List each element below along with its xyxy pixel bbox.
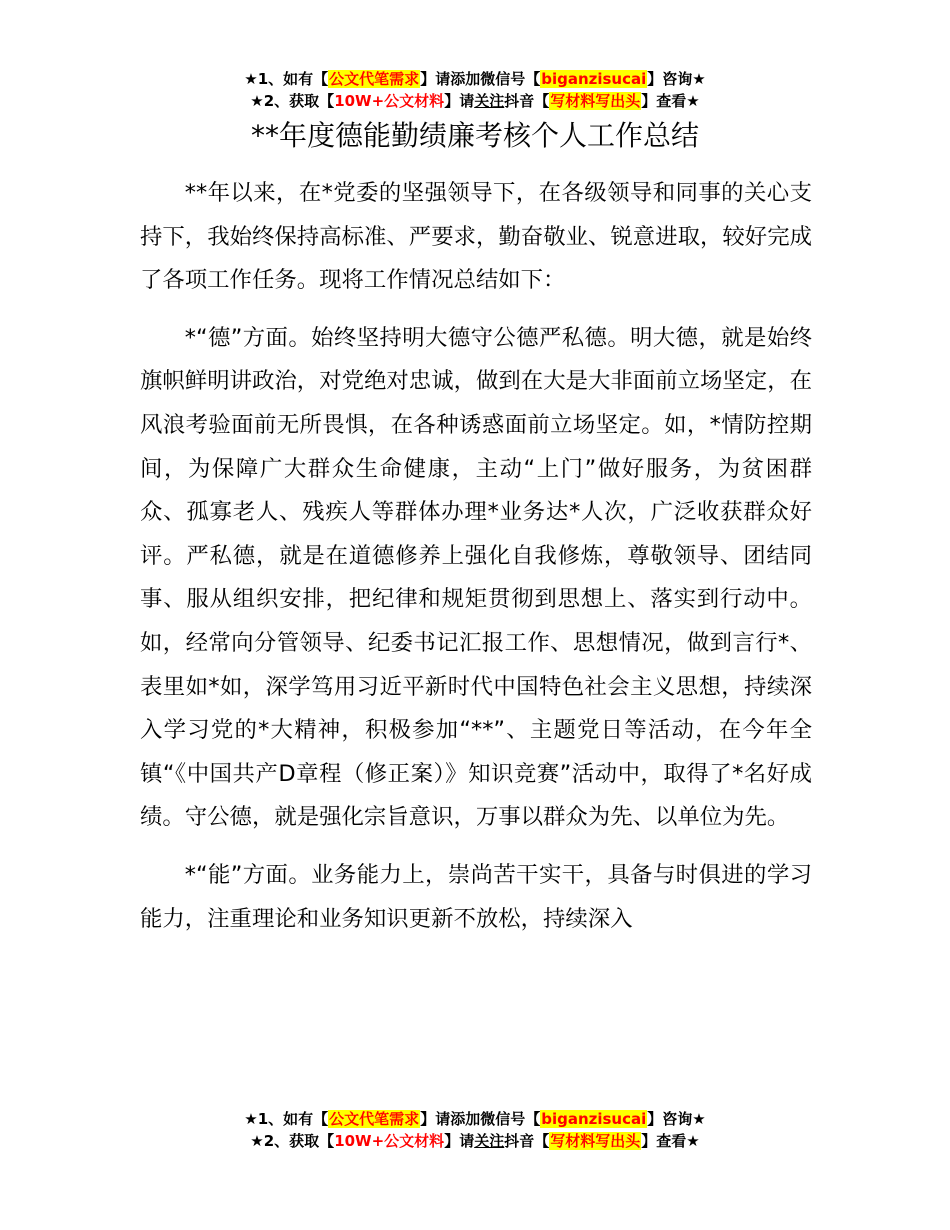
banner-text: 】请添加微信号【: [420, 1110, 541, 1128]
banner-line-1: [0, 68, 950, 90]
banner-text: 】咨询★: [647, 70, 706, 88]
banner-text: 】查看★: [641, 92, 700, 110]
banner-highlight-wechat: biganzisucai: [541, 1110, 647, 1128]
banner-red-text: 10W+公文材料: [334, 1132, 445, 1150]
banner-text: 】咨询★: [647, 1110, 706, 1128]
banner-text: 】请: [444, 92, 475, 110]
banner-highlight: 写材料写出头: [550, 92, 641, 110]
banner-text: ★2、获取【: [250, 1132, 335, 1150]
banner-text: 抖音【: [504, 92, 550, 110]
banner-red-text: 10W+公文材料: [334, 92, 445, 110]
banner-text: 】查看★: [641, 1132, 700, 1150]
document-body: [140, 172, 812, 941]
banner-text: ★2、获取【: [250, 92, 335, 110]
banner-line-1: [0, 1108, 950, 1130]
document-title: **年度德能勤绩廉考核个人工作总结: [250, 119, 699, 152]
banner-highlight: 公文代笔需求: [329, 70, 420, 88]
banner-text: 抖音【: [504, 1132, 550, 1150]
banner-highlight-wechat: biganzisucai: [541, 70, 647, 88]
banner-line-2: [0, 90, 950, 112]
banner-underline-text: 关注: [474, 1132, 505, 1150]
banner-text: ★1、如有【: [244, 1110, 329, 1128]
banner-text: 】请添加微信号【: [420, 70, 541, 88]
footer-banner: [0, 1108, 950, 1152]
banner-line-2: [0, 1130, 950, 1152]
banner-highlight: 写材料写出头: [550, 1132, 641, 1150]
banner-text: 】请: [444, 1132, 475, 1150]
paragraph-de: *“德”方面。始终坚持明大德守公德严私德。明大德，就是始终旗帜鲜明讲政治，对党绝对忠诚，做到在大是大非面前立场坚定，在风浪考验面前无所畏惧，在各种诱惑面前立场坚定。如，*情防控期间，为保障广大群众生命健康，主动“上门”做好服务，为贫困群众、孤寡老人、残疾人等群体办理*业务达*人次，广泛收获群众好评。严私德，就是在道德修养上强化自我修炼，尊敬领导、团结同事、服从组织安排，把纪律和规矩贯彻到思想上、落实到行动中。如，经常向分管领导、纪委书记汇报工作、思想情况，做到言行*、表里如*如，深学笃用习近平新时代中国特色社会主义思想，持续深入学习党的*大精神，积极参加“**”、主题党日等活动，在今年全镇“《中国共产D章程（修正案）》知识竞赛”活动中，取得了*名好成绩。守公德，就是强化宗旨意识，万事以群众为先、以单位为先。: [140, 324, 812, 831]
paragraph-neng: *“能”方面。业务能力上，崇尚苦干实干，具备与时俱进的学习能力，注重理论和业务知识更新不放松，持续深入: [140, 861, 812, 932]
banner-text: ★1、如有【: [244, 70, 329, 88]
paragraph-intro: **年以来，在*党委的坚强领导下，在各级领导和同事的关心支持下，我始终保持高标准、严要求，勤奋敬业、锐意进取，较好完成了各项工作任务。现将工作情况总结如下：: [140, 180, 812, 294]
header-banner: [0, 68, 950, 112]
banner-highlight: 公文代笔需求: [329, 1110, 420, 1128]
banner-underline-text: 关注: [474, 92, 505, 110]
